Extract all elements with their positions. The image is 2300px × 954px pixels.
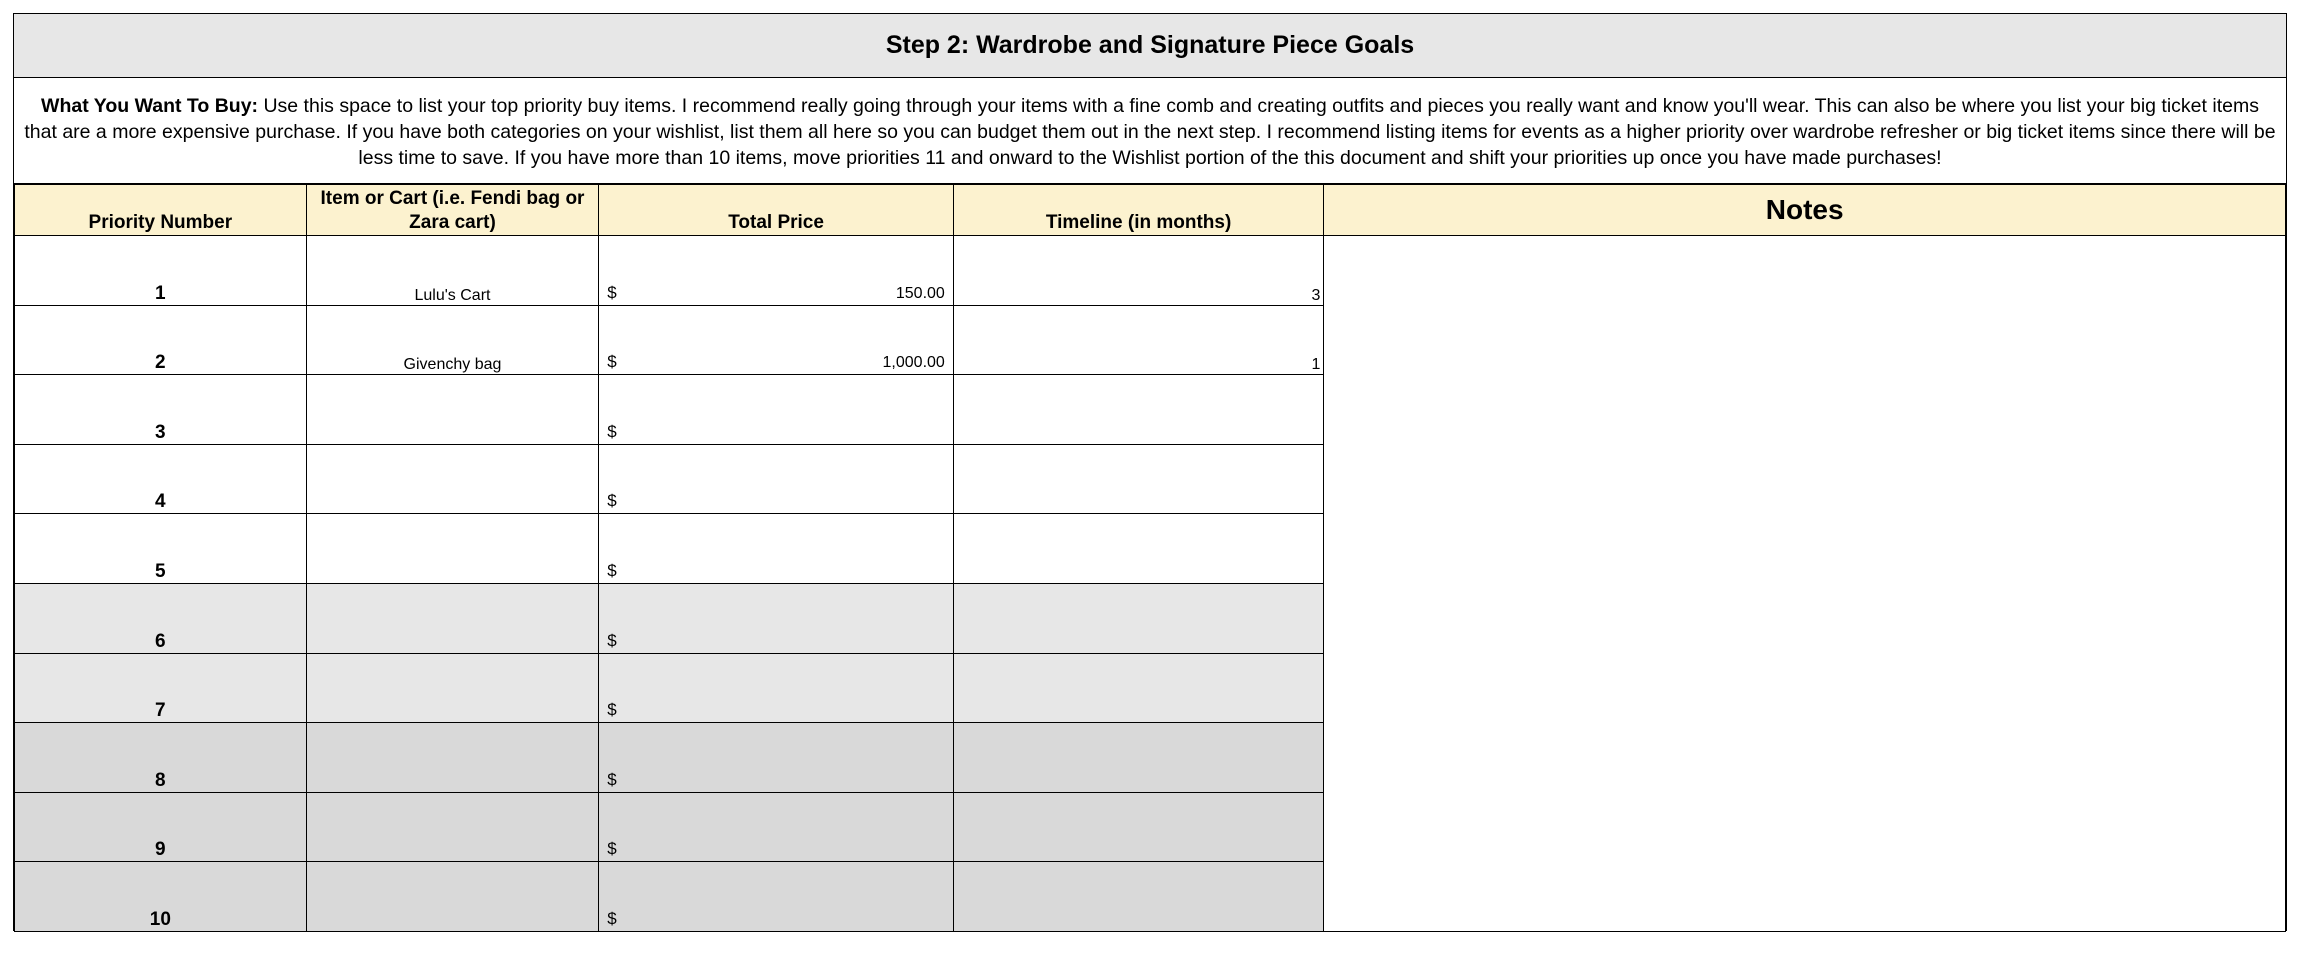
price-cell[interactable] xyxy=(599,514,954,584)
currency-symbol: $ xyxy=(607,491,617,511)
priority-cell[interactable]: 8 xyxy=(15,723,307,793)
price-cell[interactable] xyxy=(599,723,954,793)
header-notes[interactable]: Notes xyxy=(1324,185,2286,236)
price-cell[interactable] xyxy=(599,236,954,306)
price-value: 150.00 xyxy=(895,284,945,302)
timeline-cell[interactable] xyxy=(953,444,1324,514)
price-cell[interactable] xyxy=(599,375,954,445)
priority-cell[interactable]: 2 xyxy=(15,305,307,375)
page-title[interactable]: Step 2: Wardrobe and Signature Piece Goals xyxy=(14,14,2286,78)
description-text: Use this space to list your top priority buy items. I recommend really going through your items with a fine comb and creating outfits and pieces you really want and know you'll wear. This can also be where you list your big ticket items that are a more expensive purchase. If you have both categories on your wishlist, list them all here so you can budget them out in the next step. I recommend listing items for events as a higher priority over wardrobe refresher or big ticket items since there will be less time to save. If you have more than 10 items, move priorities 11 and onward to the Wishlist portion of the this document and shift your priorities up once you have made purchases! xyxy=(24,95,2276,169)
currency-symbol: $ xyxy=(607,560,617,580)
header-row xyxy=(15,185,2286,236)
timeline-cell[interactable] xyxy=(953,514,1324,584)
timeline-cell[interactable] xyxy=(953,583,1324,653)
item-cell[interactable] xyxy=(306,583,599,653)
priority-cell[interactable]: 7 xyxy=(15,653,307,723)
currency-symbol: $ xyxy=(607,282,617,302)
currency-symbol: $ xyxy=(607,630,617,650)
price-cell[interactable] xyxy=(599,653,954,723)
timeline-cell[interactable]: 3 xyxy=(953,236,1324,306)
goals-table xyxy=(14,184,2286,932)
timeline-cell[interactable] xyxy=(953,862,1324,932)
price-cell[interactable] xyxy=(599,862,954,932)
item-cell[interactable] xyxy=(306,375,599,445)
item-cell[interactable] xyxy=(306,514,599,584)
currency-symbol: $ xyxy=(607,769,617,789)
timeline-cell[interactable] xyxy=(953,653,1324,723)
price-cell[interactable] xyxy=(599,792,954,862)
timeline-cell[interactable]: 1 xyxy=(953,305,1324,375)
item-cell[interactable] xyxy=(306,723,599,793)
description-label: What You Want To Buy: xyxy=(41,95,259,117)
priority-cell[interactable]: 3 xyxy=(15,375,307,445)
item-cell[interactable] xyxy=(306,444,599,514)
table-row xyxy=(15,236,2286,306)
timeline-cell[interactable] xyxy=(953,792,1324,862)
item-cell[interactable] xyxy=(306,653,599,723)
priority-cell[interactable]: 6 xyxy=(15,583,307,653)
header-timeline[interactable]: Timeline (in months) xyxy=(953,185,1324,236)
price-value: 1,000.00 xyxy=(882,354,945,372)
currency-symbol: $ xyxy=(607,839,617,859)
price-cell[interactable] xyxy=(599,583,954,653)
item-cell[interactable] xyxy=(306,792,599,862)
currency-symbol: $ xyxy=(607,908,617,928)
priority-cell[interactable]: 10 xyxy=(15,862,307,932)
priority-cell[interactable]: 5 xyxy=(15,514,307,584)
timeline-cell[interactable] xyxy=(953,375,1324,445)
timeline-cell[interactable] xyxy=(953,723,1324,793)
item-cell[interactable]: Lulu's Cart xyxy=(306,236,599,306)
item-cell[interactable] xyxy=(306,862,599,932)
notes-cell[interactable] xyxy=(1324,236,2286,932)
priority-cell[interactable]: 4 xyxy=(15,444,307,514)
spreadsheet xyxy=(13,13,2287,931)
priority-cell[interactable]: 1 xyxy=(15,236,307,306)
priority-cell[interactable]: 9 xyxy=(15,792,307,862)
item-cell[interactable]: Givenchy bag xyxy=(306,305,599,375)
price-cell[interactable] xyxy=(599,305,954,375)
currency-symbol: $ xyxy=(607,352,617,372)
header-item[interactable]: Item or Cart (i.e. Fendi bag or Zara cart) xyxy=(306,185,599,236)
description-cell[interactable] xyxy=(14,78,2286,184)
currency-symbol: $ xyxy=(607,421,617,441)
currency-symbol: $ xyxy=(607,700,617,720)
header-priority[interactable]: Priority Number xyxy=(15,185,307,236)
header-price[interactable]: Total Price xyxy=(599,185,954,236)
price-cell[interactable] xyxy=(599,444,954,514)
